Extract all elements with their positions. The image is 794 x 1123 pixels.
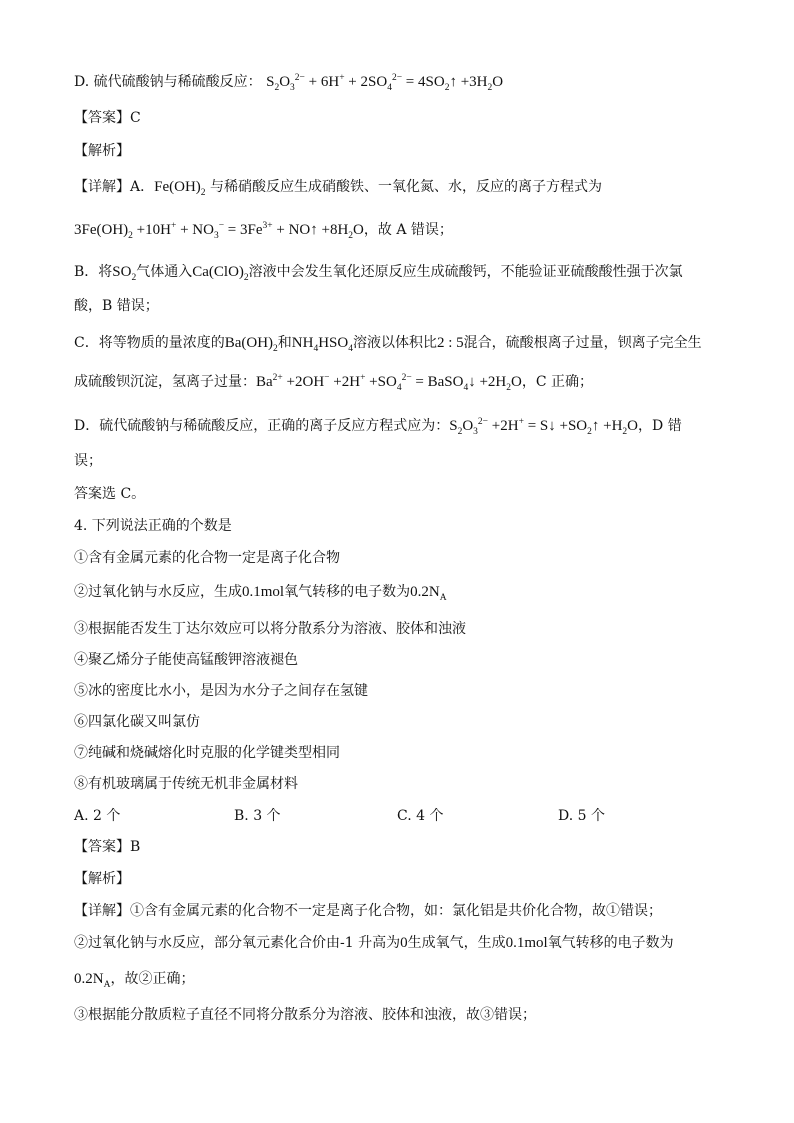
- equation-d-wrong: $S_2O_3^{2-} + 6H^+ + 2SO_4^{2-}$ = $4SO_2↑ +3H_2O$: [266, 73, 504, 93]
- statement-2: [74, 582, 447, 602]
- detail-a-prefix: 【详解】A．: [74, 179, 155, 195]
- s2-na: $0.2N_A$: [410, 584, 447, 603]
- b-prefix: B．将: [74, 264, 113, 280]
- d-text: D．硫代硫酸钠与稀硫酸反应，正确的离子反应方程式应为：: [74, 418, 450, 434]
- detail-b-tail: 酸，B 错误；: [74, 298, 159, 314]
- explain-2: [74, 933, 674, 953]
- detail-d-line2: 误；: [74, 453, 102, 469]
- e3-na: $0.2N_A$: [74, 971, 111, 990]
- e2-end: 氧气转移的电子数为: [547, 935, 674, 951]
- e2-mid: 生成氧气，生成: [407, 935, 506, 951]
- b-text: 溶液中会发生氧化还原反应生成硫酸钙，不能验证亚硫酸酸性强于次氯: [248, 264, 683, 280]
- formula-nh4hso4: $NH_4HSO_4$: [291, 335, 353, 354]
- d-tail: ，D 错: [638, 418, 682, 434]
- detail-b-line: [74, 262, 683, 282]
- statement-7: ⑦纯碱和烧碱熔化时克服的化学键类型相同: [74, 745, 340, 761]
- statement-1: ①含有金属元素的化合物一定是离子化合物: [74, 550, 340, 566]
- equation-a-line: [74, 220, 453, 240]
- c-ratio: 2 : 5: [436, 335, 464, 351]
- e2-pre: ②过氧化钠与水反应，部分氧元素化合价由-1 升高为: [74, 935, 401, 951]
- s2-na-value: 0.2N: [410, 584, 440, 600]
- explain-1: 【详解】①含有金属元素的化合物不一定是离子化合物，如：氯化铝是共价化合物，故①错误；: [74, 903, 662, 919]
- c-prefix: C．将等物质的量浓度的: [74, 335, 225, 351]
- option-c: C. 4 个: [397, 808, 444, 824]
- explain-3: ③根据能分散质粒子直径不同将分散系分为溶液、胶体和浊液，故③错误；: [74, 1007, 536, 1023]
- e3-na-value: 0.2N: [74, 971, 104, 987]
- equation-a: $3Fe(OH)_2 +10H^+ + NO_3^- = 3Fe^{3+}$ + NO↑ $+8H_2O$: [74, 221, 364, 241]
- detail-c-line2: [74, 372, 593, 392]
- analysis-label-1: 【解析】: [74, 143, 130, 159]
- answer-label-1: 【答案】C: [74, 110, 141, 126]
- statement-3: ③根据能否发生丁达尔效应可以将分散系分为溶液、胶体和浊液: [74, 621, 466, 637]
- statement-5: ⑤冰的密度比水小，是因为水分子之间存在氢键: [74, 683, 368, 699]
- s2-mid: 氧气转移的电子数为: [284, 584, 411, 600]
- option-d-line: [74, 72, 503, 92]
- option-b: B. 3 个: [234, 808, 281, 824]
- s2-qty: 0.1mol: [242, 584, 285, 600]
- c2-text: 成硫酸钡沉淀，氢离子过量：: [74, 374, 256, 390]
- e3-tail: ，故②正确；: [110, 971, 195, 987]
- explain-2b: [74, 969, 194, 989]
- b-mid: 气体通入: [136, 264, 193, 280]
- question-4: 4. 下列说法正确的个数是: [74, 518, 232, 534]
- answer-label-2: 【答案】B: [74, 839, 141, 855]
- options-row: [74, 806, 634, 826]
- choose-line: 答案选 C。: [74, 486, 146, 502]
- detail-a-text: 与稀硝酸反应生成硝酸铁、一氧化氮、水，反应的离子方程式为: [209, 179, 602, 195]
- detail-c-line: [74, 333, 702, 353]
- formula-feoh2: $Fe(OH)_2$: [154, 179, 206, 198]
- option-d: D. 5 个: [558, 808, 605, 824]
- e2-zero: 0: [400, 935, 408, 951]
- formula-baoh2: $Ba(OH)_2$: [224, 335, 278, 354]
- equation-d-correct: $S_2O_3^{2-} +2H^+$ = S↓ $+SO_2↑ +H_2O$: [449, 417, 639, 437]
- statement-6: ⑥四氯化碳又叫氯仿: [74, 714, 200, 730]
- analysis-label-2: 【解析】: [74, 871, 130, 887]
- c-text1: 溶液以体积比: [352, 335, 437, 351]
- detail-a-tail: ，故 A 错误；: [363, 222, 453, 238]
- s2-pre: ②过氧化钠与水反应，生成: [74, 584, 242, 600]
- formula-caclo2: $Ca(ClO)_2$: [192, 264, 249, 283]
- detail-a-line: [74, 177, 602, 197]
- option-a: A. 2 个: [74, 808, 121, 824]
- equation-c: $Ba^{2+} +2OH^- +2H^+ +SO_4^{2-}$ = BaSO$_4$↓ $+2H_2O$: [256, 373, 522, 393]
- e2-qty: 0.1mol: [505, 935, 548, 951]
- statement-8: ⑧有机玻璃属于传统无机非金属材料: [74, 776, 298, 792]
- c-text2: 混合，硫酸根离子过量，钡离子完全生: [463, 335, 702, 351]
- statement-4: ④聚乙烯分子能使高锰酸钾溶液褪色: [74, 652, 298, 668]
- c2-tail: ，C 正确；: [521, 374, 594, 390]
- formula-so2: $SO_2$: [112, 264, 137, 283]
- detail-d-line: [74, 416, 682, 436]
- option-d-text: D. 硫代硫酸钠与稀硫酸反应：: [74, 74, 262, 90]
- c-and: 和: [277, 335, 292, 351]
